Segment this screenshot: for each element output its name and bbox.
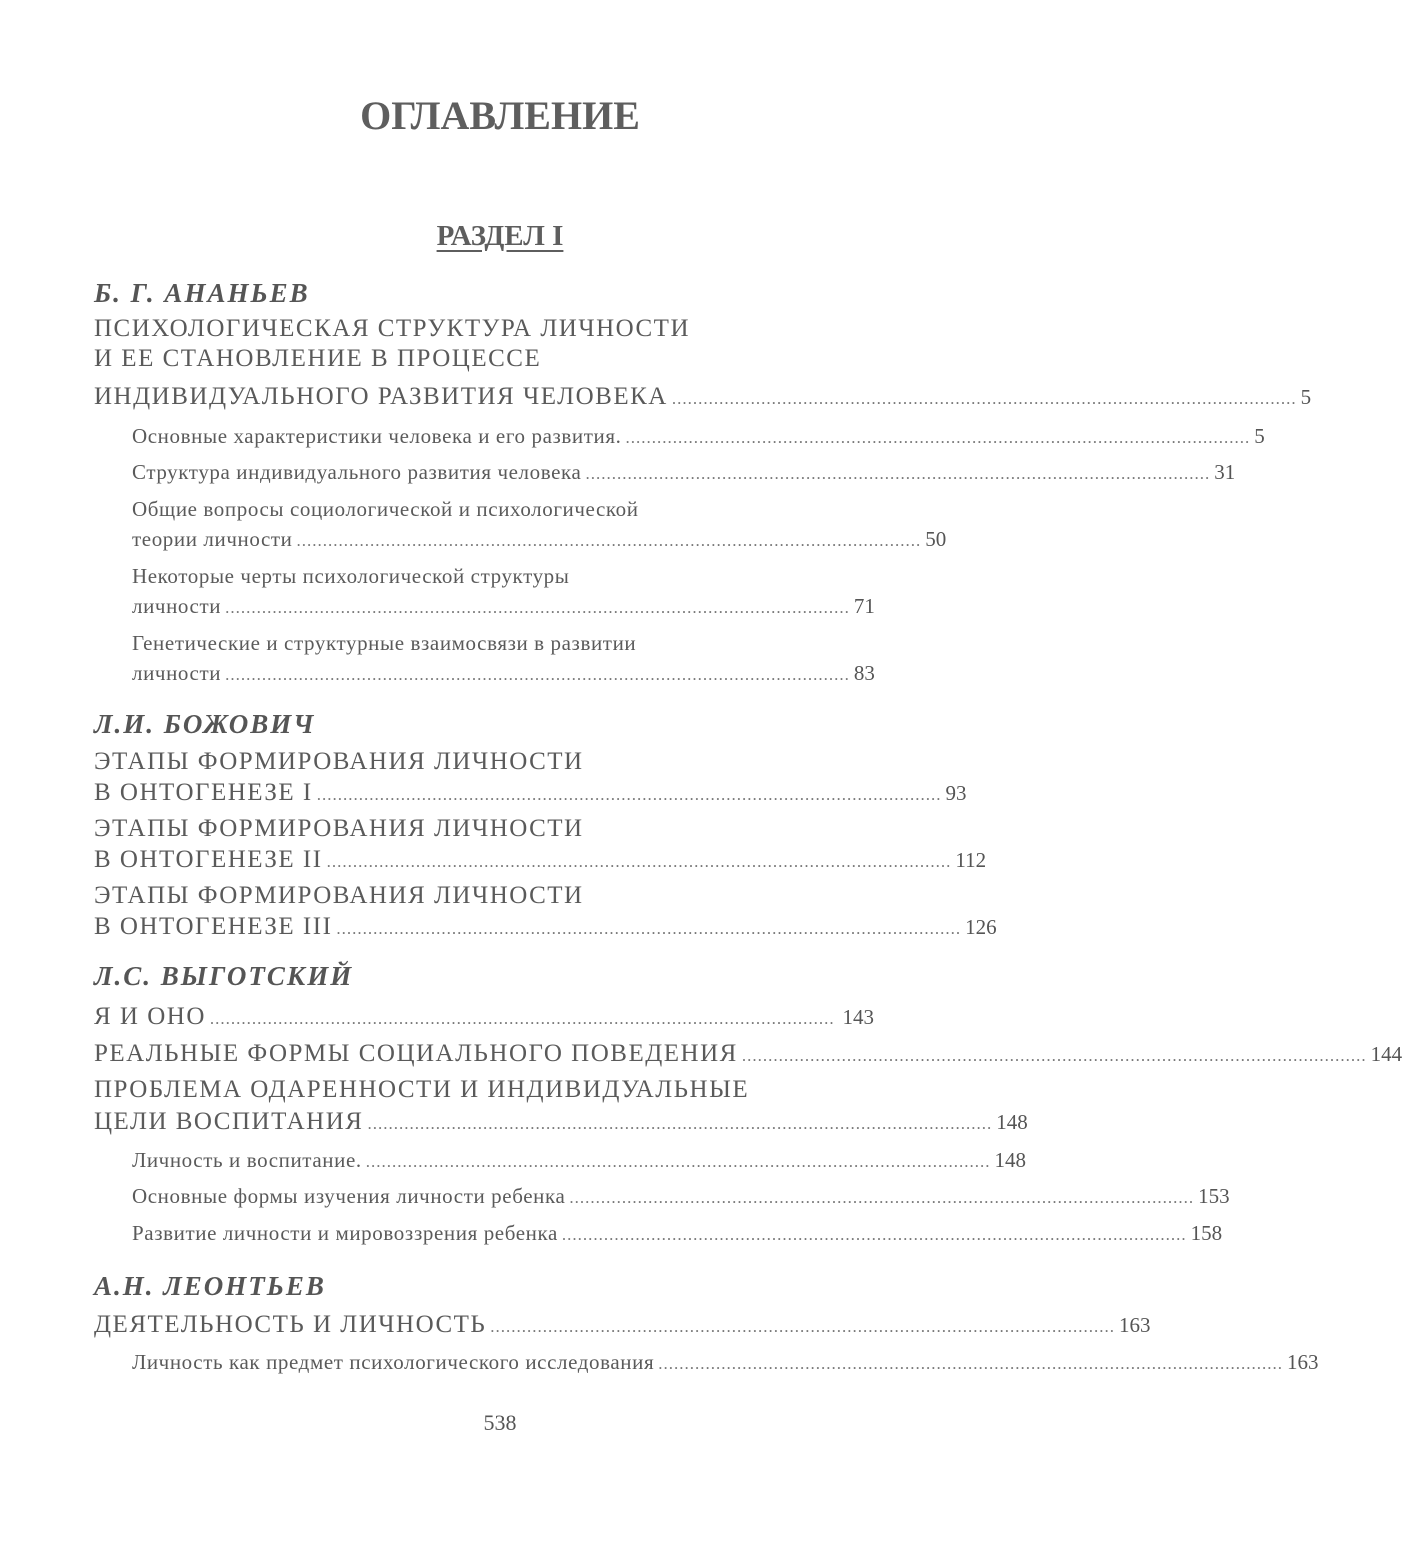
toc-entry-line: Генетические и структурные взаимосвязи в развитии bbox=[132, 631, 637, 655]
toc-entry bbox=[94, 1108, 1028, 1136]
toc-page-number: 144 bbox=[1370, 1042, 1402, 1066]
dot-leader: ....................................................................................................................... bbox=[585, 464, 1211, 483]
toc-entry-title: ИНДИВИДУАЛЬНОГО РАЗВИТИЯ ЧЕЛОВЕКА bbox=[94, 383, 668, 410]
dot-leader: ....................................................................................................................... bbox=[326, 852, 952, 871]
toc-entry-line: ЭТАПЫ ФОРМИРОВАНИЯ ЛИЧНОСТИ bbox=[94, 815, 584, 842]
section-heading-text: РАЗДЕЛ I bbox=[436, 220, 564, 252]
dot-leader: ....................................................................................................................... bbox=[658, 1354, 1283, 1373]
toc-subentry bbox=[132, 1221, 1223, 1246]
toc-entry-line: И ЕЕ СТАНОВЛЕНИЕ В ПРОЦЕССЕ bbox=[94, 345, 542, 372]
toc-entry-title: В ОНТОГЕНЕЗЕ II bbox=[94, 846, 323, 873]
toc-page-number: 5 bbox=[1300, 385, 1312, 409]
toc-entry-line: ЭТАПЫ ФОРМИРОВАНИЯ ЛИЧНОСТИ bbox=[94, 748, 584, 775]
toc-entry bbox=[94, 1040, 1402, 1068]
author-heading: Б. Г. АНАНЬЕВ bbox=[94, 278, 310, 308]
toc-entry-title: Основные формы изучения личности ребенка bbox=[132, 1184, 566, 1208]
toc-entry-line: ЭТАПЫ ФОРМИРОВАНИЯ ЛИЧНОСТИ bbox=[94, 882, 584, 909]
toc-entry bbox=[94, 1311, 1151, 1339]
dot-leader: ....................................................................................................................... bbox=[336, 919, 962, 938]
toc-entry-title: теории личности bbox=[132, 527, 293, 551]
toc-page-number: 158 bbox=[1190, 1221, 1223, 1245]
toc-page-number: 153 bbox=[1198, 1184, 1230, 1208]
dot-leader: ....................................................................................................................... bbox=[365, 1152, 991, 1171]
toc-entry-title: Личность как предмет психологического исследования bbox=[132, 1350, 655, 1374]
dot-leader: ....................................................................................................................... bbox=[316, 785, 942, 804]
toc-subentry bbox=[132, 1184, 1230, 1209]
dot-leader: ....................................................................................................................... bbox=[625, 428, 1251, 447]
toc-subentry bbox=[132, 424, 1265, 449]
toc-subentry bbox=[132, 460, 1236, 485]
dot-leader: ....................................................................................................................... bbox=[490, 1317, 1116, 1336]
toc-subentry bbox=[132, 661, 874, 686]
dot-leader: ....................................................................................................................... bbox=[367, 1114, 993, 1133]
toc-entry-title: РЕАЛЬНЫЕ ФОРМЫ СОЦИАЛЬНОГО ПОВЕДЕНИЯ bbox=[94, 1040, 738, 1067]
dot-leader: ....................................................................................................................... bbox=[209, 1009, 835, 1028]
toc-page-number: 83 bbox=[853, 661, 875, 685]
toc-entry-title: Основные характеристики человека и его развития. bbox=[132, 424, 622, 448]
toc-page-number: 163 bbox=[1286, 1350, 1319, 1374]
toc-page-number: 112 bbox=[955, 848, 987, 872]
footer-page-number: 538 bbox=[483, 1410, 517, 1435]
toc-entry-title: ЦЕЛИ ВОСПИТАНИЯ bbox=[94, 1108, 364, 1135]
toc-entry-title: В ОНТОГЕНЕЗЕ I bbox=[94, 779, 313, 806]
toc-page-number: 126 bbox=[965, 915, 997, 939]
author-heading: Л.С. ВЫГОТСКИЙ bbox=[94, 961, 354, 991]
toc-entry bbox=[94, 913, 997, 941]
toc-entry bbox=[94, 846, 987, 874]
toc-entry-line: ПРОБЛЕМА ОДАРЕННОСТИ И ИНДИВИДУАЛЬНЫЕ bbox=[94, 1076, 750, 1103]
toc-entry-title: Структура индивидуального развития человека bbox=[132, 460, 582, 484]
toc-page-number: 143 bbox=[842, 1005, 874, 1029]
toc-entry-title: личности bbox=[132, 661, 222, 685]
toc-entry-title: Личность и воспитание. bbox=[132, 1148, 362, 1172]
toc-subentry bbox=[132, 1350, 1319, 1375]
toc-entry-title: ДЕЯТЕЛЬНОСТЬ И ЛИЧНОСТЬ bbox=[94, 1311, 487, 1338]
toc-entry-line: Некоторые черты психологической структуры bbox=[132, 564, 570, 588]
dot-leader: ....................................................................................................................... bbox=[671, 389, 1297, 408]
toc-entry-title: Развитие личности и мировоззрения ребенка bbox=[132, 1221, 558, 1245]
toc-page-number: 148 bbox=[996, 1110, 1028, 1134]
toc-entry bbox=[94, 1003, 874, 1031]
dot-leader: ....................................................................................................................... bbox=[225, 598, 850, 617]
toc-entry bbox=[94, 383, 1312, 411]
toc-entry-title: Я И ОНО bbox=[94, 1003, 206, 1030]
author-heading: А.Н. ЛЕОНТЬЕВ bbox=[94, 1271, 326, 1301]
toc-page-number: 71 bbox=[853, 594, 875, 618]
toc-subentry bbox=[132, 1148, 1026, 1173]
dot-leader: ....................................................................................................................... bbox=[225, 665, 850, 684]
toc-entry-title: В ОНТОГЕНЕЗЕ III bbox=[94, 913, 333, 940]
toc-page-number: 93 bbox=[945, 781, 967, 805]
toc-page-number: 50 bbox=[925, 527, 947, 551]
toc-page-number: 31 bbox=[1214, 460, 1236, 484]
page-title: ОГЛАВЛЕНИЕ bbox=[360, 93, 640, 138]
dot-leader: ....................................................................................................................... bbox=[741, 1046, 1367, 1065]
toc-page-number: 148 bbox=[994, 1148, 1026, 1172]
dot-leader: ....................................................................................................................... bbox=[296, 531, 922, 550]
author-heading: Л.И. БОЖОВИЧ bbox=[94, 709, 316, 739]
toc-entry-title: личности bbox=[132, 594, 222, 618]
toc-page-number: 5 bbox=[1254, 424, 1265, 448]
section-heading bbox=[0, 220, 1000, 253]
toc-entry bbox=[94, 779, 967, 807]
toc-subentry bbox=[132, 594, 874, 619]
toc-subentry bbox=[132, 527, 947, 552]
toc-page-number: 163 bbox=[1119, 1313, 1151, 1337]
dot-leader: ....................................................................................................................... bbox=[561, 1225, 1187, 1244]
dot-leader: ....................................................................................................................... bbox=[569, 1188, 1195, 1207]
toc-entry-line: ПСИХОЛОГИЧЕСКАЯ СТРУКТУРА ЛИЧНОСТИ bbox=[94, 315, 690, 342]
toc-entry-line: Общие вопросы социологической и психологической bbox=[132, 497, 639, 521]
